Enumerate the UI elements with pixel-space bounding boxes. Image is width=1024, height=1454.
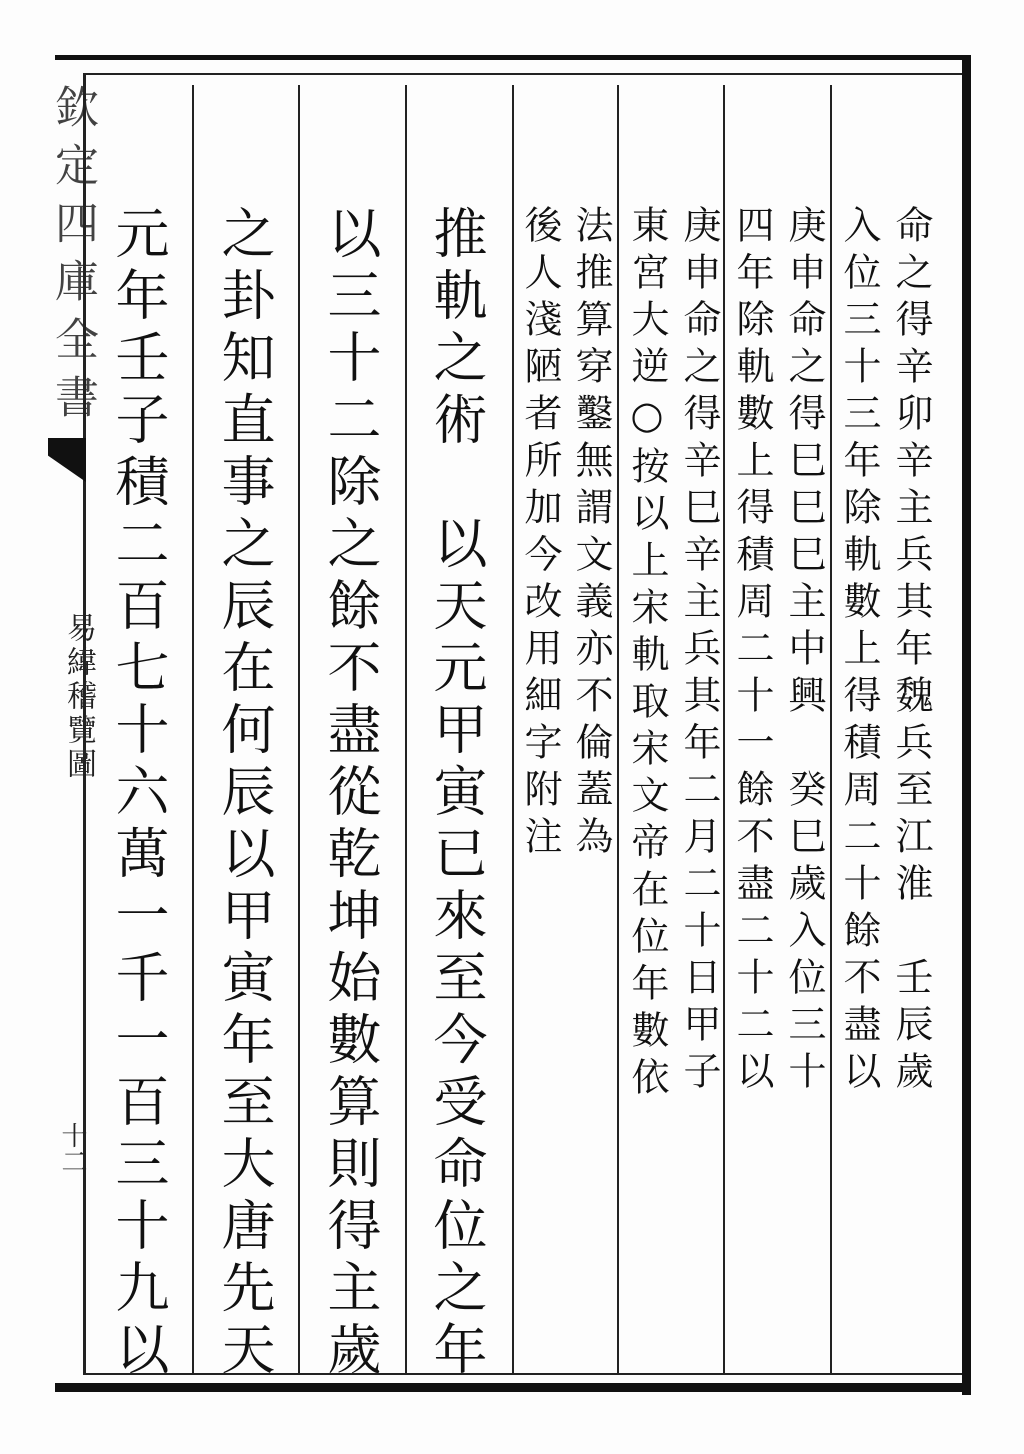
column-rule [298,85,300,1373]
page-number: 十二 [57,1122,87,1174]
text-column: 東宮大逆○按以上宋軌取宋文帝在位年數依 [625,205,669,1104]
text-column: 法推算穿鑿無謂文義亦不倫蓋為 [569,205,613,863]
text-column: 之卦知直事之辰在何辰以甲寅年至大唐先天 [213,205,276,1383]
text-column: 後人淺陋者所加今改用細字附注 [518,205,562,863]
text-column: 元年壬子積二百七十六萬一千一百三十九以 [107,205,170,1383]
book-title: 欽定四庫全書 [47,84,98,432]
frame-right-border [962,55,971,1395]
frame-bottom-border [55,1383,970,1392]
text-column: 入位三十三年除軌數上得積周二十餘不盡以 [837,205,881,1098]
text-column: 推軌之術 以天元甲寅已來至今受命位之年 [425,205,488,1383]
column-rule [512,85,514,1373]
section-title: 易緯稽覽圖 [61,612,96,782]
text-column: 以三十二除之餘不盡從乾坤始數算則得主歲 [319,205,382,1383]
column-rule [617,85,619,1373]
column-rule [830,85,832,1373]
text-column: 四年除軌數上得積周二十一餘不盡二十二以 [730,205,774,1098]
column-rule [723,85,725,1373]
frame-inner-top-rule [85,73,962,75]
text-column: 庚申命之得巳巳巳主中興 癸巳歲入位三十 [782,205,826,1098]
text-column: 庚申命之得辛巳辛主兵其年二月二十日甲子 [677,205,721,1098]
frame-top-border [55,55,970,60]
text-column: 命之得辛卯辛主兵其年魏兵至江淮 壬辰歲 [889,205,933,1098]
column-rule [192,85,194,1373]
column-rule [405,85,407,1373]
fish-tail-mark [48,438,86,482]
